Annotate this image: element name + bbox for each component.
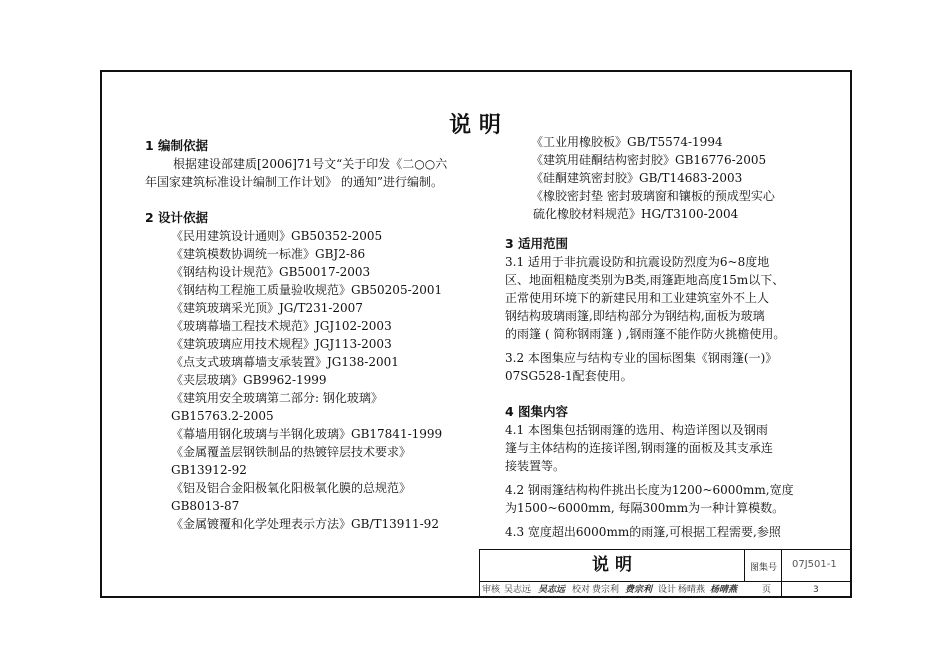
reference-line: 《建筑用安全玻璃第二部分: 钢化玻璃》 xyxy=(171,391,383,405)
designer-name: 杨晴燕 xyxy=(678,585,706,595)
paragraph-line: 4.1 本图集包括钢雨篷的选用、构造详图以及钢雨 xyxy=(505,423,768,437)
page-number: 3 xyxy=(813,585,819,595)
paragraph xyxy=(505,523,815,541)
reference-line: GB8013-87 xyxy=(171,499,240,513)
reference-line: 《金属镀覆和化学处理表示方法》GB/T13911-92 xyxy=(171,517,439,531)
paragraph-line: 3.1 适用于非抗震设防和抗震设防烈度为6~8度地 xyxy=(505,255,770,269)
paragraph xyxy=(505,481,815,517)
reference-line: 《钢结构设计规范》GB50017-2003 xyxy=(171,265,371,279)
paragraph-line: 根据建设部建质[2006]71号文“关于印发《二○○六 xyxy=(173,157,448,171)
paragraph-gap xyxy=(505,541,815,547)
paragraph-line: 07SG528-1配套使用。 xyxy=(505,369,633,383)
sheet-title: 说 明 xyxy=(480,550,745,581)
section-gap xyxy=(505,223,815,235)
reference-line: 《夹层玻璃》GB9962-1999 xyxy=(171,373,327,387)
reference-line: 硫化橡胶材料规范》HG/T3100-2004 xyxy=(533,207,739,221)
reference-line: 《幕墙用钢化玻璃与半钢化玻璃》GB17841-1999 xyxy=(171,427,443,441)
reference-line: 《建筑玻璃采光顶》JG/T231-2007 xyxy=(171,301,363,315)
reference-line: 《玻璃幕墙工程技术规范》JGJ102-2003 xyxy=(171,319,392,333)
paragraph xyxy=(145,155,470,191)
paragraph xyxy=(505,349,815,385)
section-gap xyxy=(505,391,815,403)
atlas-number: 07J501-1 xyxy=(792,559,837,570)
paragraph-line: 区、地面粗糙度类别为B类,雨篷距地高度15m以下、 xyxy=(505,273,785,287)
reference-line: 《建筑用硅酮结构密封胶》GB16776-2005 xyxy=(531,153,767,167)
reference-line: 《橡胶密封垫 密封玻璃窗和镶板的预成型实心 xyxy=(531,189,775,203)
right-column xyxy=(505,133,815,547)
reference-line: 《建筑玻璃应用技术规程》JGJ113-2003 xyxy=(171,337,392,351)
reviewer-signature: 吴志远 xyxy=(538,585,566,595)
design-label: 设计 xyxy=(658,585,677,595)
section-heading: 1 编制依据 xyxy=(145,138,209,153)
check-label: 校对 xyxy=(572,585,591,595)
paragraph-line: 的雨篷 ( 简称钢雨篷 ) ,钢雨篷不能作防火挑檐使用。 xyxy=(505,327,786,341)
review-label: 审核 xyxy=(482,585,501,595)
section-heading: 4 图集内容 xyxy=(505,404,569,419)
reference-line: 《钢结构工程施工质量验收规范》GB50205-2001 xyxy=(171,283,443,297)
paragraph-line: 篷与主体结构的连接详图,钢雨篷的面板及其支承连 xyxy=(505,441,773,455)
designer-signature: 杨晴燕 xyxy=(710,585,738,595)
paragraph-line: 为1500~6000mm, 每隔300mm为一种计算模数。 xyxy=(505,501,785,515)
paragraph xyxy=(505,253,815,343)
reviewer-name: 吴志远 xyxy=(504,585,532,595)
section-heading: 3 适用范围 xyxy=(505,236,569,251)
reference-line: 《点支式玻璃幕墙支承装置》JG138-2001 xyxy=(171,355,399,369)
reference-line: 《硅酮建筑密封胶》GB/T14683-2003 xyxy=(531,171,743,185)
checker-name: 费宗利 xyxy=(592,585,620,595)
checker-signature: 费宗利 xyxy=(625,585,653,595)
reference-line: 《民用建筑设计通则》GB50352-2005 xyxy=(171,229,383,243)
paragraph-line: 钢结构玻璃雨篷,即结构部分为钢结构,面板为玻璃 xyxy=(505,309,765,323)
title-block xyxy=(479,549,852,598)
page-title: 说 明 xyxy=(449,113,501,138)
section-gap xyxy=(145,197,470,209)
paragraph-line: 4.3 宽度超出6000mm的雨篷,可根据工程需要,参照 xyxy=(505,525,781,539)
section-heading: 2 设计依据 xyxy=(145,210,209,225)
reference-line: GB15763.2-2005 xyxy=(171,409,274,423)
paragraph-line: 接装置等。 xyxy=(505,459,566,473)
paragraph-line: 4.2 钢雨篷结构构件挑出长度为1200~6000mm,宽度 xyxy=(505,483,794,497)
page-label: 页 xyxy=(762,585,772,595)
title-block-bottom-row xyxy=(480,582,852,598)
reference-line: GB13912-92 xyxy=(171,463,247,477)
reference-line: 《工业用橡胶板》GB/T5574-1994 xyxy=(531,135,723,149)
paragraph-line: 正常使用环境下的新建民用和工业建筑室外不上人 xyxy=(505,291,770,305)
reference-line: 《建筑模数协调统一标准》GBJ2-86 xyxy=(171,247,366,261)
reference-line: 《铝及铝合金阳极氧化阳极氧化膜的总规范》 xyxy=(171,481,412,495)
paragraph xyxy=(505,421,815,475)
left-column xyxy=(145,137,470,533)
paragraph-line: 3.2 本图集应与结构专业的国标图集《钢雨篷(一)》 xyxy=(505,351,778,365)
title-block-top-row xyxy=(480,550,852,582)
atlas-number-label: 图集号 xyxy=(750,563,778,573)
paragraph-line: 年国家建筑标准设计编制工作计划》 的通知”进行编制。 xyxy=(145,175,443,189)
reference-line: 《金属覆盖层钢铁制品的热镀锌层技术要求》 xyxy=(171,445,412,459)
